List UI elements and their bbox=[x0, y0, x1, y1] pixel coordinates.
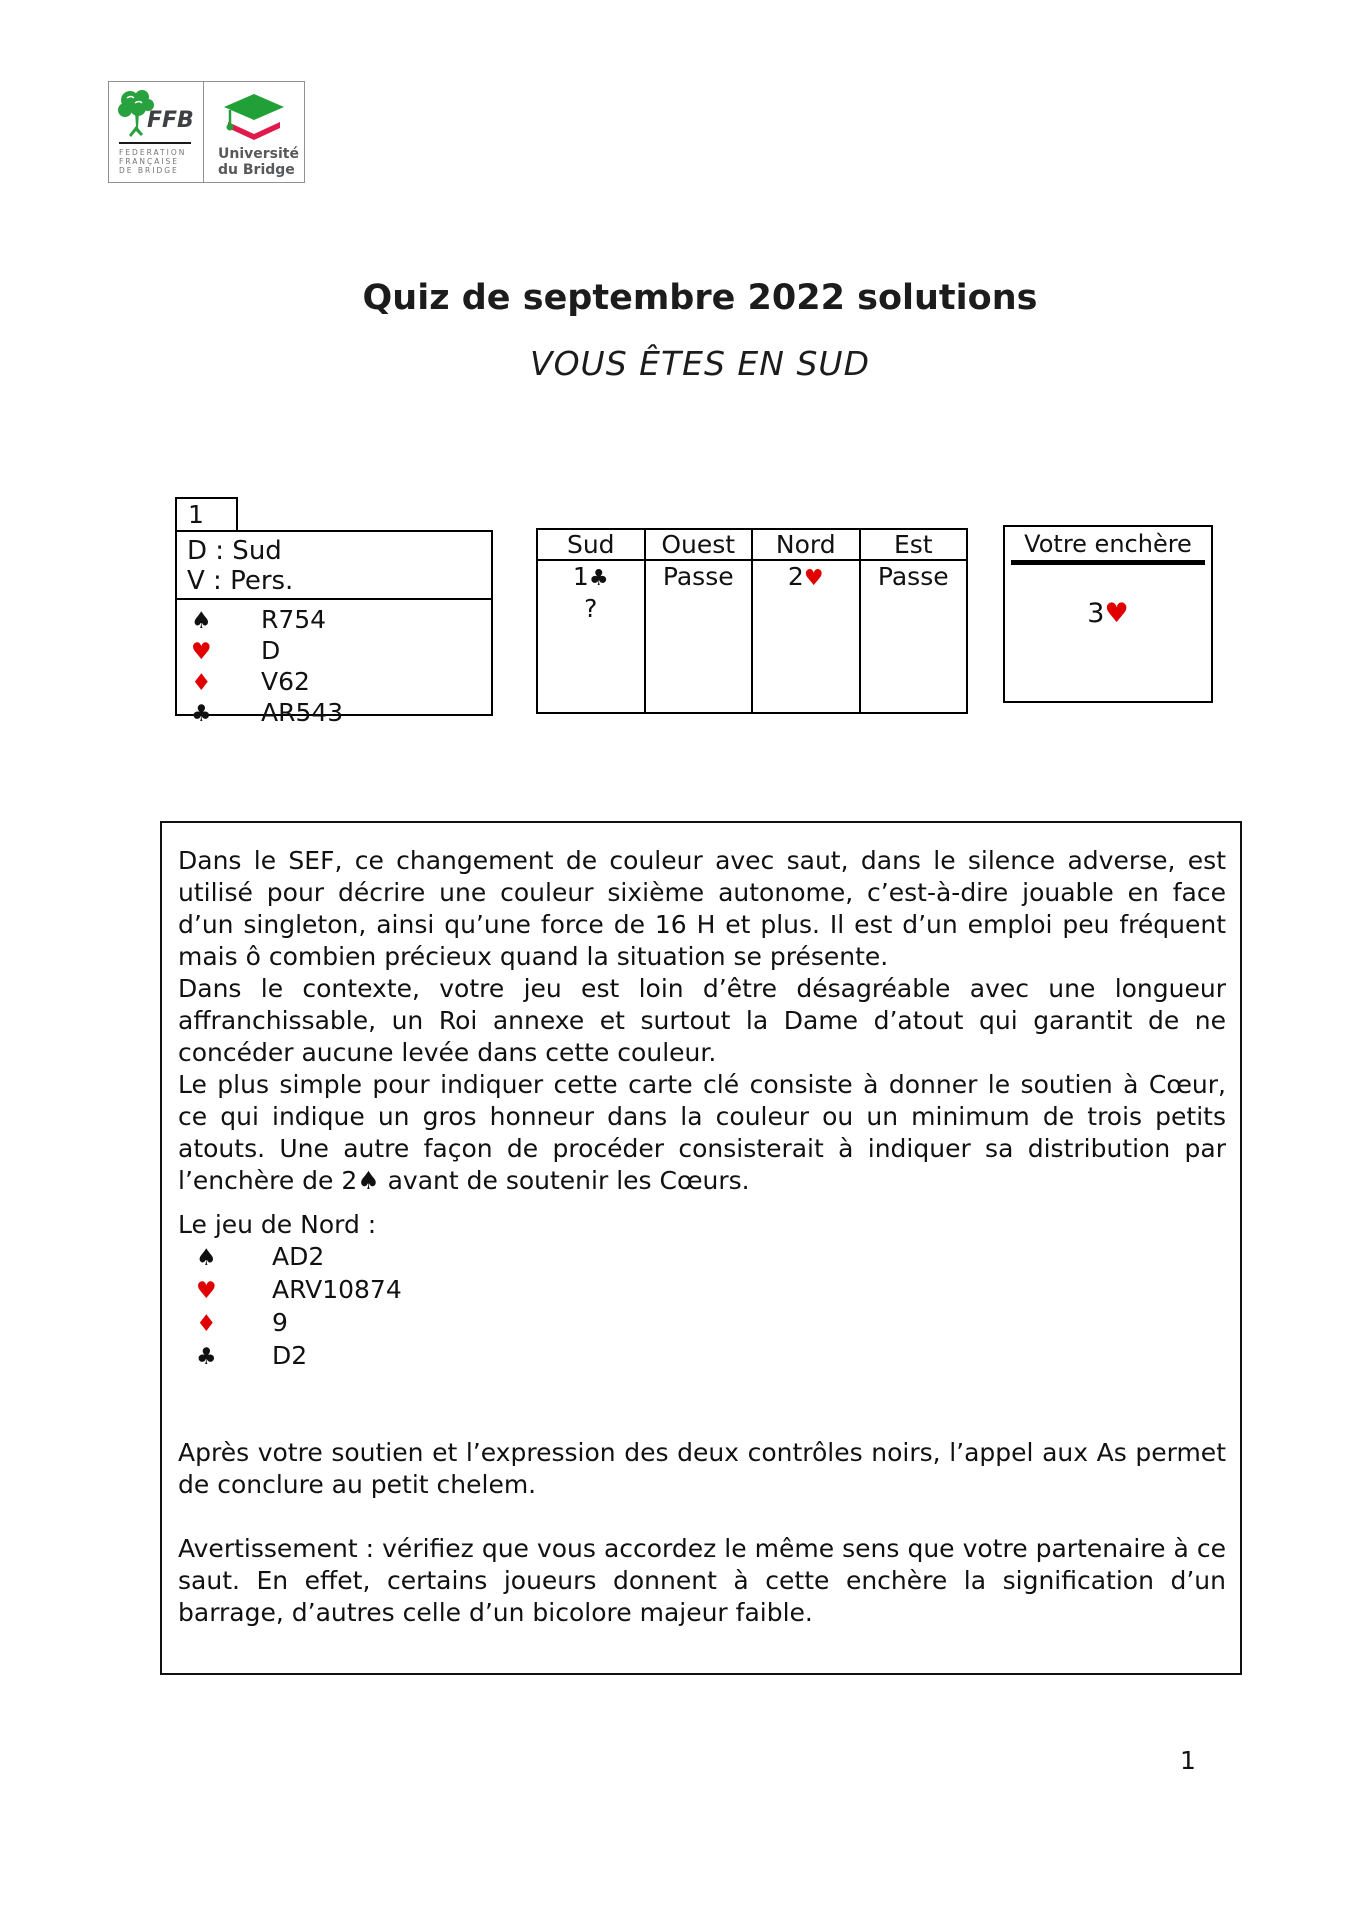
spade-icon: ♠ bbox=[191, 608, 212, 634]
universite-line2: du Bridge bbox=[218, 162, 295, 178]
bidding-header-est: Est bbox=[861, 530, 967, 561]
north-clubs-cards: D2 bbox=[272, 1341, 308, 1370]
south-spades-row bbox=[177, 605, 491, 636]
bidding-column-ouest bbox=[646, 530, 754, 712]
south-diamonds-cards: V62 bbox=[261, 667, 310, 696]
north-diamonds-cards: 9 bbox=[272, 1308, 288, 1337]
bid-nord-1: 2♥ bbox=[787, 562, 824, 591]
bid-sud-1: 1♣ bbox=[572, 562, 609, 591]
south-hearts-cards: D bbox=[261, 636, 281, 665]
diamond-icon: ♦ bbox=[196, 1311, 217, 1337]
your-bid-value: 3♥ bbox=[1087, 598, 1129, 629]
diamond-icon: ♦ bbox=[191, 670, 212, 696]
ffb-caption bbox=[119, 148, 186, 175]
ffb-caption-line3: DE BRIDGE bbox=[119, 166, 179, 175]
vulnerability-label: V : Pers. bbox=[187, 566, 294, 596]
south-hand-box bbox=[175, 530, 493, 727]
north-hearts-row bbox=[178, 1274, 1226, 1307]
ffb-caption-line2: FRANÇAISE bbox=[119, 157, 180, 166]
your-bid-box bbox=[1003, 525, 1213, 703]
heart-icon: ♥ bbox=[191, 639, 212, 665]
ffb-rule bbox=[119, 142, 191, 144]
bid-ouest-1: Passe bbox=[662, 562, 734, 591]
spade-icon: ♠ bbox=[196, 1245, 217, 1271]
dealer-label: D : Sud bbox=[187, 536, 282, 566]
club-icon: ♣ bbox=[191, 701, 212, 727]
heart-icon: ♥ bbox=[803, 566, 824, 591]
analysis-paragraph-3: Le plus simple pour indiquer cette carte clé consiste à donner le soutien à Cœur, ce qui indique un gros honneur dans la couleur ou un minimum de trois petits atouts. Une autre façon de procéder consisterait à indiquer sa distribution par l’enchère de 2♠ avant de soutenir les Cœurs. bbox=[178, 1070, 1226, 1195]
ffb-acronym: FFB bbox=[147, 108, 194, 133]
analysis-paragraph-2: Dans le contexte, votre jeu est loin d’être désagréable avec une longueur affranchissable, un Roi annexe et surtout la Dame d’atout qui garantit de ne concéder aucune levée dans cette couleur. bbox=[178, 974, 1226, 1067]
bidding-header-nord: Nord bbox=[753, 530, 859, 561]
north-clubs-row bbox=[178, 1340, 1226, 1373]
graduation-cap-icon bbox=[218, 90, 290, 146]
ffb-logo bbox=[108, 81, 204, 183]
north-hearts-cards: ARV10874 bbox=[272, 1275, 402, 1304]
ffb-caption-line1: FEDERATION bbox=[119, 148, 187, 157]
page-subtitle: VOUS ÊTES EN SUD bbox=[530, 344, 870, 383]
universite-du-bridge-logo bbox=[204, 81, 305, 183]
analysis-paragraph-4: Après votre soutien et l’expression des deux contrôles noirs, l’appel aux As permet de conclure au petit chelem. bbox=[178, 1438, 1226, 1499]
bidding-column-nord bbox=[753, 530, 861, 712]
club-icon: ♣ bbox=[588, 566, 609, 591]
bid-est-1: Passe bbox=[877, 562, 949, 591]
south-hearts-row bbox=[177, 636, 491, 667]
bidding-column-est bbox=[861, 530, 967, 712]
deal-info bbox=[177, 532, 491, 600]
north-diamonds-row bbox=[178, 1307, 1226, 1340]
your-bid-underline bbox=[1011, 560, 1205, 565]
bid-sud-2: ? bbox=[584, 594, 598, 623]
analysis-paragraph-5: Avertissement : vérifiez que vous accordez le même sens que votre partenaire à ce saut. En effet, certains joueurs donnent à cette enchère la signification d’un barrage, d’autres celle d’un bicolore majeur faible. bbox=[178, 1534, 1226, 1627]
south-spades-cards: R754 bbox=[261, 605, 327, 634]
south-diamonds-row bbox=[177, 667, 491, 698]
deal-number-tab: 1 bbox=[175, 497, 238, 532]
universite-line1: Université bbox=[218, 146, 299, 162]
north-spades-row bbox=[178, 1241, 1226, 1274]
bidding-header-sud: Sud bbox=[538, 530, 644, 561]
south-hand-rows bbox=[177, 600, 491, 729]
logo-block bbox=[108, 81, 305, 183]
heart-icon: ♥ bbox=[1104, 598, 1129, 629]
north-hand-label: Le jeu de Nord : bbox=[178, 1210, 377, 1239]
bidding-table bbox=[536, 528, 968, 714]
universite-du-bridge-label bbox=[218, 146, 299, 178]
bidding-header-ouest: Ouest bbox=[646, 530, 752, 561]
solution-text-box bbox=[160, 821, 1242, 1675]
bidding-column-sud bbox=[538, 530, 646, 712]
analysis-paragraph-1: Dans le SEF, ce changement de couleur avec saut, dans le silence adverse, est utilisé pour décrire une couleur sixième autonome, c’est-à-dire jouable en face d’un singleton, ainsi qu’une force de 16 H et plus. Il est d’un emploi peu fréquent mais ô combien précieux quand la situation se présente. bbox=[178, 846, 1226, 971]
south-clubs-row bbox=[177, 698, 491, 729]
page-number: 1 bbox=[1180, 1746, 1196, 1775]
page-title: Quiz de septembre 2022 solutions bbox=[362, 278, 1038, 318]
your-bid-label: Votre enchère bbox=[1024, 530, 1192, 558]
heart-icon: ♥ bbox=[196, 1278, 217, 1304]
north-spades-cards: AD2 bbox=[272, 1242, 325, 1271]
south-clubs-cards: AR543 bbox=[261, 698, 344, 727]
club-icon: ♣ bbox=[196, 1344, 217, 1370]
